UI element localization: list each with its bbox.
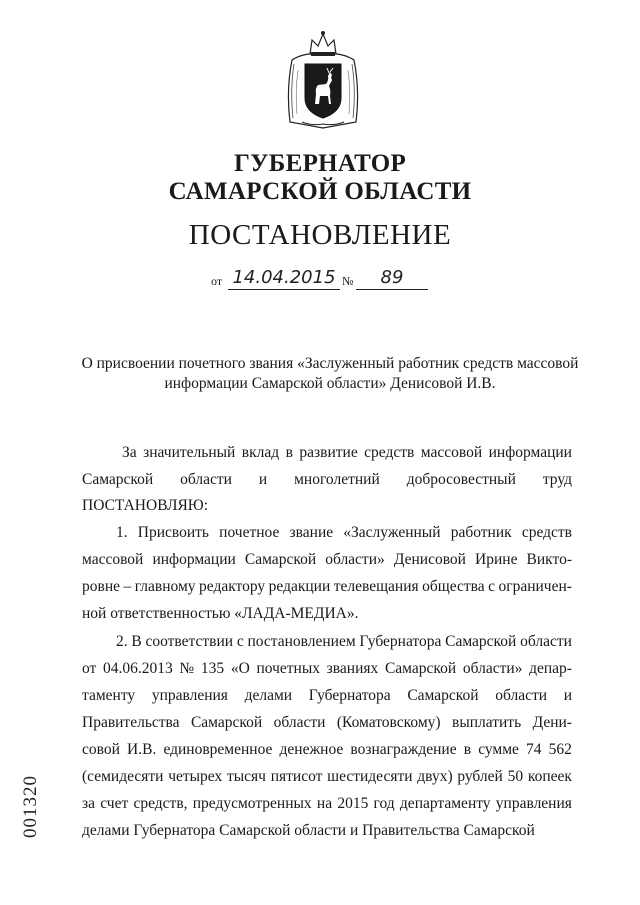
paragraph-2-line-2: от 04.06.2013 № 135 «О почетных званиях Самарской области» депар- xyxy=(82,660,572,677)
paragraph-1-line-3: ровне – главному редактору редакции телевещания общества с ограничен- xyxy=(82,578,572,595)
word: добросовестный xyxy=(406,471,516,488)
paragraph-2-line-1: 2. В соответствии с постановлением Губернатора Самарской области xyxy=(116,633,572,650)
intro-line-2 xyxy=(82,470,572,490)
paragraph-1-line-2: массовой информации Самарской области» Денисовой Ирине Викто- xyxy=(82,551,572,568)
paragraph-2-line-7: за счет средств, предусмотренных на 2015 год департаменту управления xyxy=(82,795,572,812)
subject-line-2: информации Самарской области» Денисовой И.В. xyxy=(164,375,496,392)
word: области xyxy=(180,471,232,488)
paragraph-1-line-1: 1. Присвоить почетное звание «Заслуженный работник средств xyxy=(116,524,572,541)
word: многолетний xyxy=(294,471,380,488)
word: управления xyxy=(151,687,228,704)
document-type-heading: ПОСТАНОВЛЕНИЕ xyxy=(188,219,452,251)
number-prefix: № xyxy=(342,274,354,288)
decree-keyword: ПОСТАНОВЛЯЮ: xyxy=(82,497,209,514)
word: области xyxy=(495,687,548,704)
paragraph-2-line-4: Правительства Самарской области (Коматовскому) выплатить Дени- xyxy=(82,714,572,731)
word: делами xyxy=(244,687,293,704)
word: и xyxy=(563,687,572,704)
paragraph-1-line-4: ной ответственностью «ЛАДА-МЕДИА». xyxy=(82,605,359,622)
paragraph-2-line-5: совой И.В. единовременное денежное вознаграждение в сумме 74 562 xyxy=(82,741,572,758)
word: Самарской xyxy=(407,687,479,704)
subject-line-1: О присвоении почетного звания «Заслуженный работник средств массовой xyxy=(81,355,579,372)
governor-title-line1: ГУБЕРНАТОР xyxy=(233,150,407,177)
word: Губернатора xyxy=(308,687,391,704)
paragraph-2-line-6: (семидесяти четырех тысяч пятисот шестидесяти двух) рублей 50 копеек xyxy=(82,768,572,785)
paragraph-2-line-3 xyxy=(82,686,572,706)
date-number-line xyxy=(0,268,640,292)
paragraph-2-line-8: делами Губернатора Самарской области и Правительства Самарской xyxy=(82,822,535,839)
coat-of-arms-emblem xyxy=(282,30,364,130)
word: труд xyxy=(542,471,572,488)
governor-title-line2: САМАРСКОЙ ОБЛАСТИ xyxy=(168,178,472,205)
handwritten-date: 14.04.2015 xyxy=(228,267,340,290)
decree-subject xyxy=(60,354,600,394)
handwritten-number: 89 xyxy=(356,267,428,290)
margin-serial-stamp: 001320 xyxy=(20,775,41,838)
intro-line-1: За значительный вклад в развитие средств массовой информации xyxy=(122,444,572,461)
date-prefix: от xyxy=(211,274,223,288)
word: и xyxy=(258,471,268,488)
word: Самарской xyxy=(82,471,154,488)
word: таменту xyxy=(82,687,136,704)
